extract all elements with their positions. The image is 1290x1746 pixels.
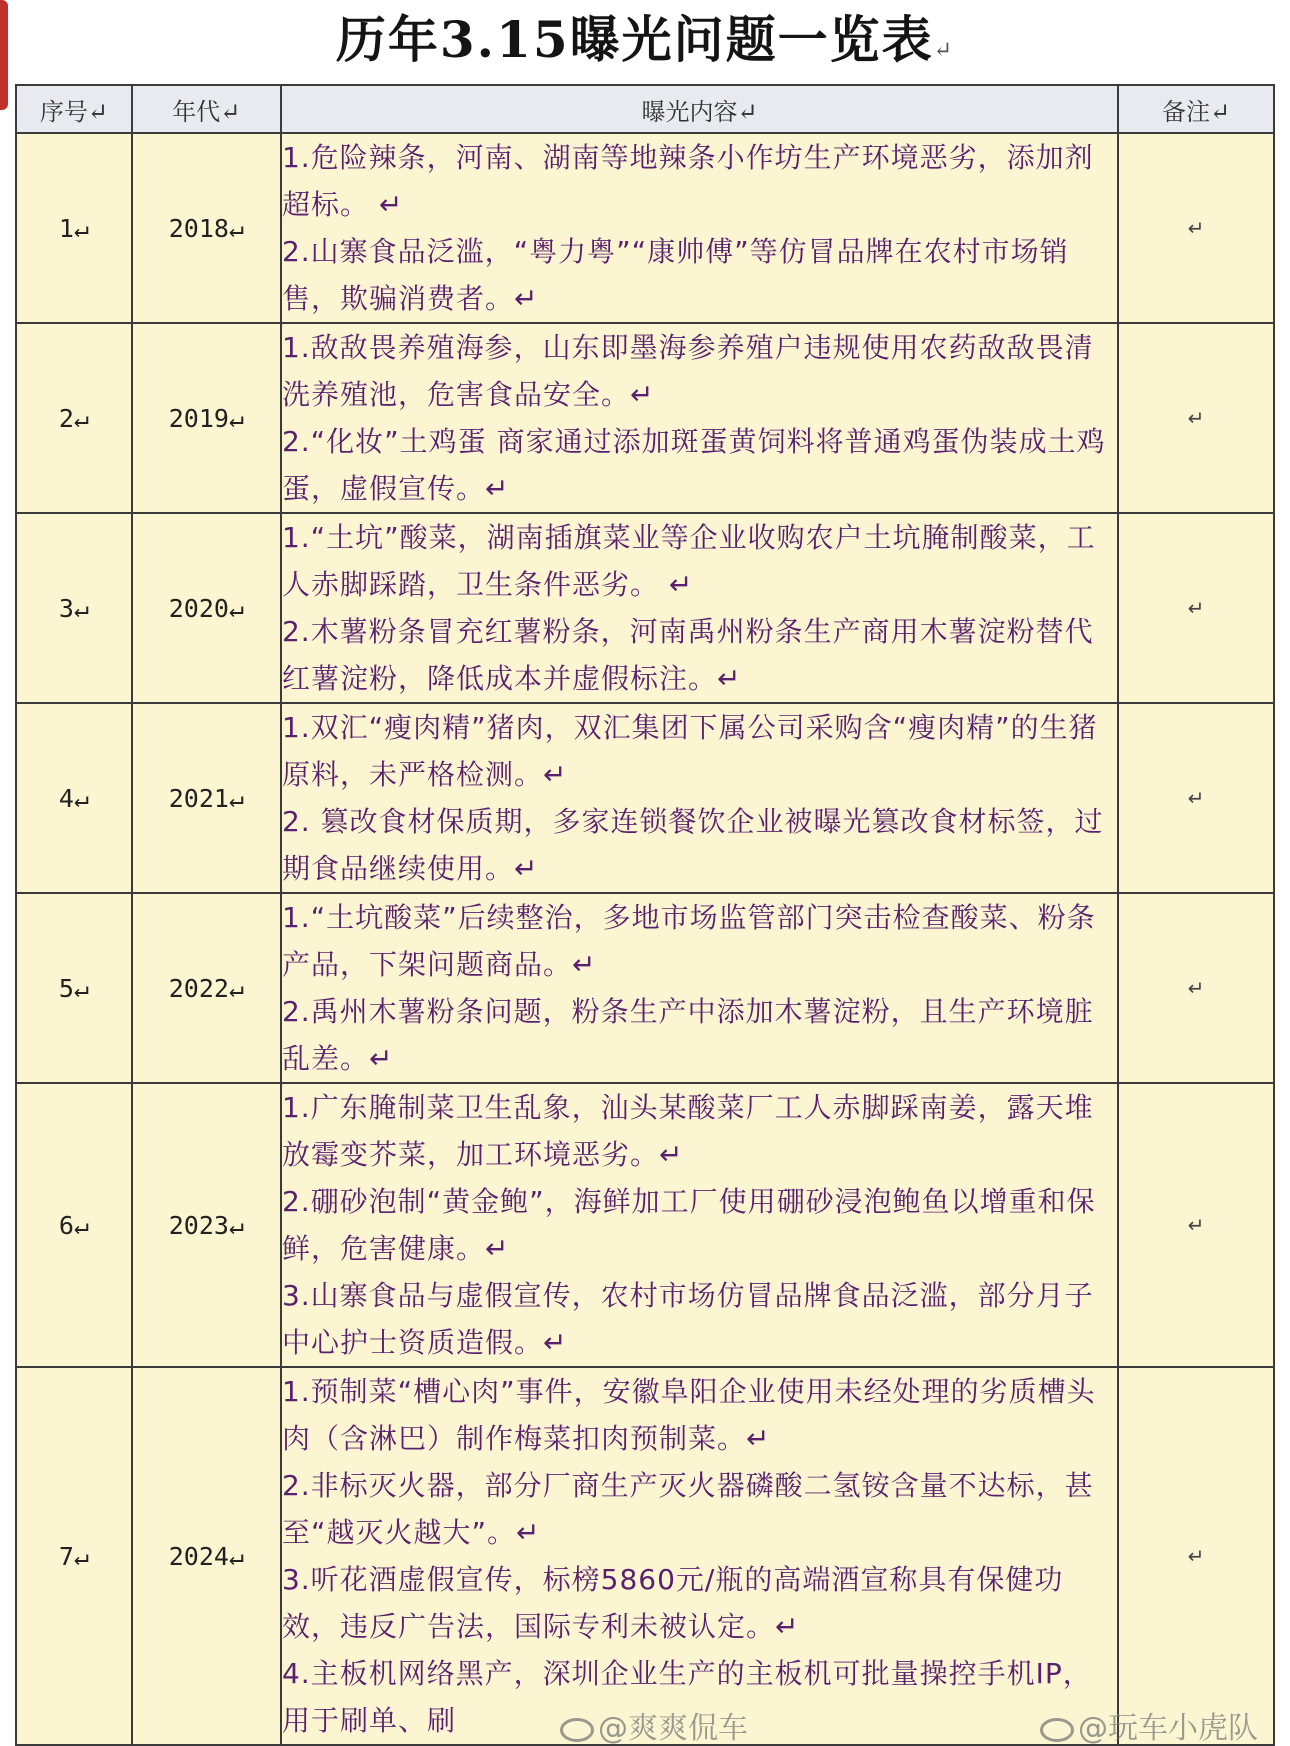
row-year: 2022↵ <box>132 893 281 1083</box>
exposure-item: 1.“土坑”酸菜，湖南插旗菜业等企业收购农户土坑腌制酸菜，工人赤脚踩踏，卫生条件恶劣。 ↵ <box>281 521 1096 601</box>
table-row <box>16 1083 1274 1367</box>
row-content <box>281 1083 1118 1367</box>
watermark-left-text: @爽爽侃车 <box>598 1711 748 1746</box>
table-row <box>16 323 1274 513</box>
row-note: ↵ <box>1118 323 1274 513</box>
exposure-item: 1.敌敌畏养殖海参，山东即墨海参养殖户违规使用农药敌敌畏清洗养殖池，危害食品安全。↵ <box>281 331 1094 411</box>
exposure-item: 2.木薯粉条冒充红薯粉条，河南禹州粉条生产商用木薯淀粉替代红薯淀粉，降低成本并虚假标注。↵ <box>281 615 1094 695</box>
exposure-item: 2. 篡改食材保质期，多家连锁餐饮企业被曝光篡改食材标签，过期食品继续使用。↵ <box>281 805 1104 885</box>
table-row <box>16 893 1274 1083</box>
row-content <box>281 133 1118 323</box>
row-year: 2019↵ <box>132 323 281 513</box>
row-note: ↵ <box>1118 1083 1274 1367</box>
row-index: 5↵ <box>16 893 132 1083</box>
table-row <box>16 1367 1274 1745</box>
table-row <box>16 703 1274 893</box>
row-content <box>281 1367 1118 1745</box>
row-content <box>281 703 1118 893</box>
header-note: 备注↵ <box>1118 85 1274 133</box>
title-text: 历年3.15曝光问题一览表 <box>335 10 934 69</box>
exposure-item: 1.广东腌制菜卫生乱象，汕头某酸菜厂工人赤脚踩南姜，露天堆放霉变芥菜，加工环境恶劣。↵ <box>281 1091 1094 1171</box>
row-note: ↵ <box>1118 133 1274 323</box>
title-return-mark: ↵ <box>933 38 955 63</box>
table-row <box>16 513 1274 703</box>
watermark-right <box>1040 1712 1258 1746</box>
row-note: ↵ <box>1118 513 1274 703</box>
page-title <box>0 0 1290 80</box>
watermark-left <box>560 1712 748 1746</box>
exposure-item: 2.山寨食品泛滥，“粤力粤”“康帅傅”等仿冒品牌在农村市场销售，欺骗消费者。↵ <box>281 235 1069 315</box>
row-year: 2024↵ <box>132 1367 281 1745</box>
exposure-item: 3.听花酒虚假宣传，标榜5860元/瓶的高端酒宣称具有保健功效，违反广告法，国际专利未被认定。↵ <box>281 1563 1064 1643</box>
row-content <box>281 513 1118 703</box>
row-content <box>281 323 1118 513</box>
header-year: 年代↵ <box>132 85 281 133</box>
exposure-item: 2.“化妆”土鸡蛋 商家通过添加斑蛋黄饲料将普通鸡蛋伪装成土鸡蛋，虚假宣传。↵ <box>281 425 1106 505</box>
row-year: 2020↵ <box>132 513 281 703</box>
row-year: 2018↵ <box>132 133 281 323</box>
row-content <box>281 893 1118 1083</box>
row-index: 1↵ <box>16 133 132 323</box>
weibo-eye-icon <box>560 1718 594 1742</box>
exposure-table <box>15 84 1275 1746</box>
header-content: 曝光内容↵ <box>281 85 1118 133</box>
row-note: ↵ <box>1118 1367 1274 1745</box>
row-year: 2021↵ <box>132 703 281 893</box>
exposure-item: 1.双汇“瘦肉精”猪肉，双汇集团下属公司采购含“瘦肉精”的生猪原料，未严格检测。↵ <box>281 711 1098 791</box>
exposure-item: 4.主板机网络黑产，深圳企业生产的主板机可批量操控手机IP，用于刷单、刷 <box>281 1657 1092 1737</box>
table-row <box>16 133 1274 323</box>
exposure-item: 2.禹州木薯粉条问题，粉条生产中添加木薯淀粉，且生产环境脏乱差。↵ <box>281 995 1094 1075</box>
exposure-item: 2.硼砂泡制“黄金鲍”，海鲜加工厂使用硼砂浸泡鲍鱼以增重和保鲜，危害健康。↵ <box>281 1185 1096 1265</box>
exposure-item: 1.预制菜“槽心肉”事件，安徽阜阳企业使用未经处理的劣质槽头肉（含淋巴）制作梅菜扣肉预制菜。↵ <box>281 1375 1096 1455</box>
exposure-item: 1.危险辣条，河南、湖南等地辣条小作坊生产环境恶劣，添加剂超标。 ↵ <box>281 141 1094 221</box>
row-index: 2↵ <box>16 323 132 513</box>
row-index: 7↵ <box>16 1367 132 1745</box>
row-year: 2023↵ <box>132 1083 281 1367</box>
table-header-row <box>16 85 1274 133</box>
watermark-right-text: @玩车小虎队 <box>1078 1711 1258 1746</box>
row-index: 3↵ <box>16 513 132 703</box>
row-index: 6↵ <box>16 1083 132 1367</box>
row-note: ↵ <box>1118 703 1274 893</box>
row-index: 4↵ <box>16 703 132 893</box>
row-note: ↵ <box>1118 893 1274 1083</box>
exposure-item: 1.“土坑酸菜”后续整治，多地市场监管部门突击检查酸菜、粉条产品，下架问题商品。↵ <box>281 901 1096 981</box>
weibo-eye-icon <box>1040 1718 1074 1742</box>
header-index: 序号↵ <box>16 85 132 133</box>
exposure-item: 2.非标灭火器，部分厂商生产灭火器磷酸二氢铵含量不达标，甚至“越灭火越大”。↵ <box>281 1469 1094 1549</box>
exposure-item: 3.山寨食品与虚假宣传，农村市场仿冒品牌食品泛滥，部分月子中心护士资质造假。↵ <box>281 1279 1094 1359</box>
